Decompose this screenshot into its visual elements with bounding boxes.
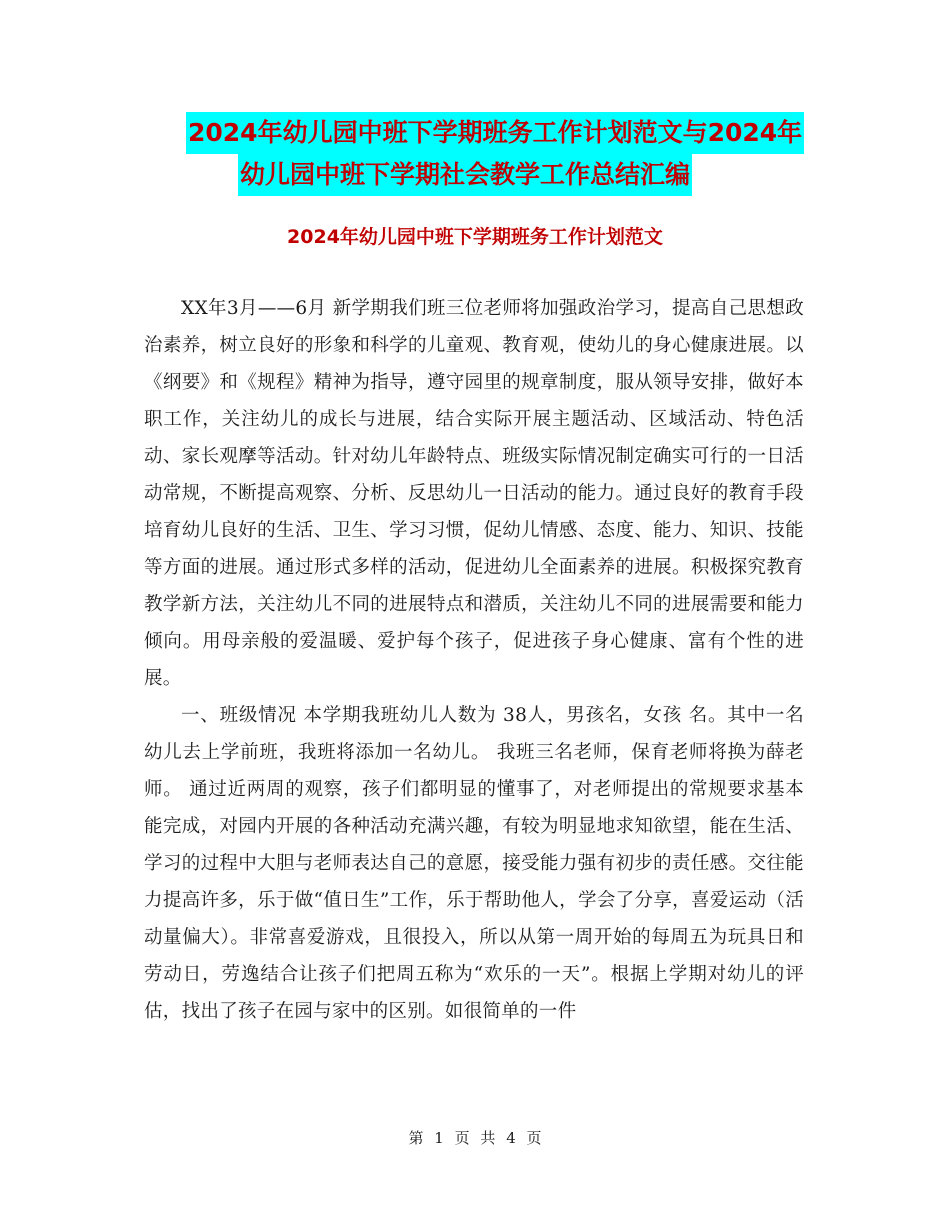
footer-page-total-prefix: 共	[480, 1129, 496, 1147]
footer-page-mid: 页	[454, 1129, 470, 1147]
document-title-line-1: 2024年幼儿园中班下学期班务工作计划范文与2024年	[186, 112, 804, 154]
document-title	[120, 112, 840, 196]
body-paragraph-2: 一、班级情况 本学期我班幼儿人数为 38人，男孩名，女孩 名。其中一名幼儿去上学前班，我班将添加一名幼儿。 我班三名老师，保育老师将换为薛老师。 通过近两周的观察，孩子们都明显的懂事了，对老师提出的常规要求基本能完成，对园内开展的各种活动充满兴趣，有较为明显地求知欲望，能在生活、学习的过程中大胆与老师表达自己的意愿，接受能力强有初步的责任感。交往能力提高许多，乐于做“值日生”工作，乐于帮助他人，学会了分享，喜爱运动（活动量偏大）。非常喜爱游戏，且很投入，所以从第一周开始的每周五为玩具日和劳动日，劳逸结合让孩子们把周五称为“欢乐的一天”。根据上学期对幼儿的评估，找出了孩子在园与家中的区别。如很简单的一件	[144, 705, 804, 1022]
document-title-line-2: 幼儿园中班下学期社会教学工作总结汇编	[238, 154, 692, 196]
footer-page-prefix: 第	[408, 1129, 424, 1147]
footer-page-current: 1	[434, 1129, 444, 1147]
footer-page-total: 4	[506, 1129, 516, 1147]
page-footer	[0, 1127, 950, 1149]
body-paragraph-1: XX年3月——6月 新学期我们班三位老师将加强政治学习，提高自己思想政治素养，树立良好的形象和科学的儿童观、教育观，使幼儿的身心健康进展。以《纲要》和《规程》精神为指导，遵守园里的规章制度，服从领导安排，做好本职工作，关注幼儿的成长与进展，结合实际开展主题活动、区域活动、特色活动、家长观摩等活动。针对幼儿年龄特点、班级实际情况制定确实可行的一日活动常规，不断提高观察、分析、反思幼儿一日活动的能力。通过良好的教育手段培育幼儿良好的生活、卫生、学习习惯，促幼儿情感、态度、能力、知识、技能等方面的进展。通过形式多样的活动，促进幼儿全面素养的进展。积极探究教育教学新方法，关注幼儿不同的进展特点和潜质，关注幼儿不同的进展需要和能力倾向。用母亲般的爱温暖、爱护每个孩子，促进孩子身心健康、富有个性的进展。	[144, 298, 804, 689]
footer-page-suffix: 页	[526, 1129, 542, 1147]
document-body	[144, 290, 804, 1030]
section-title: 2024年幼儿园中班下学期班务工作计划范文	[287, 226, 663, 248]
